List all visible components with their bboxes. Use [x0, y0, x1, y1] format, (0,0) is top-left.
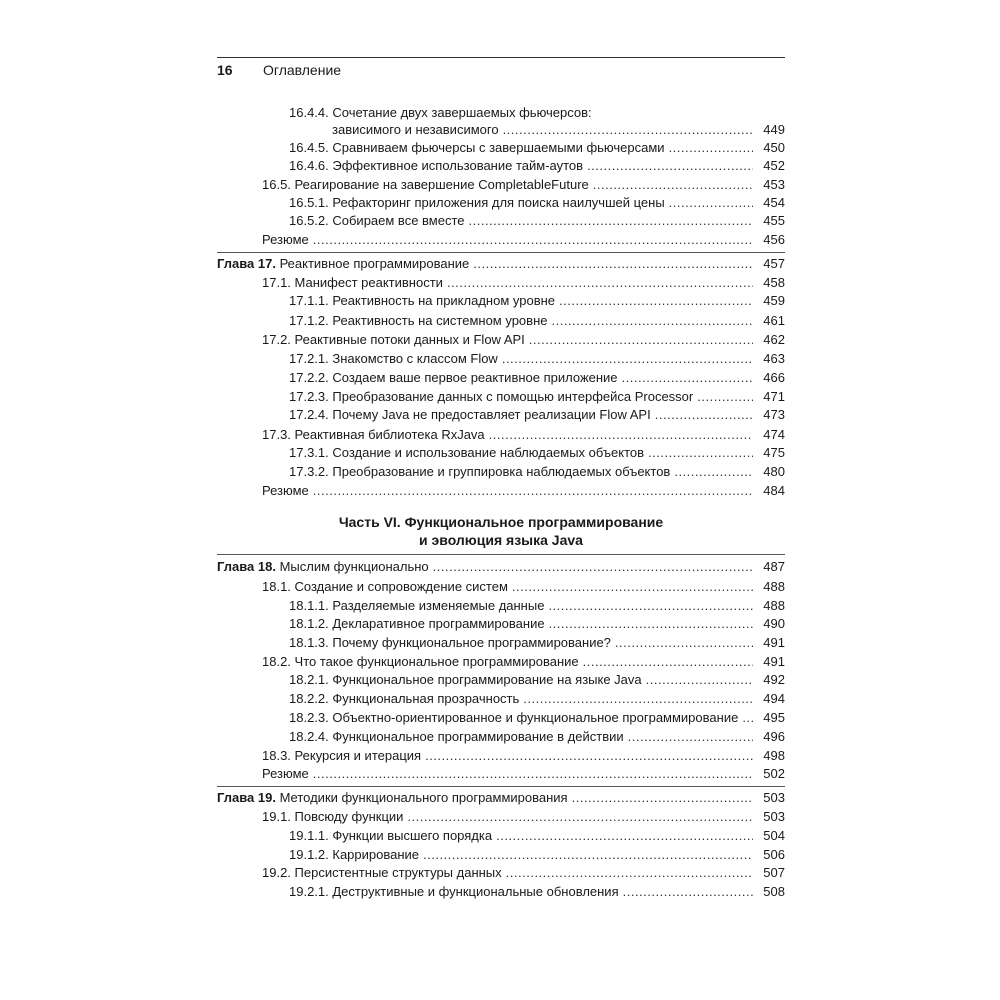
toc-page-number: 503 — [763, 809, 785, 824]
toc-entry[interactable] — [332, 121, 785, 139]
toc-page-number: 503 — [763, 790, 785, 805]
toc-entry-label: 17.2.3. Преобразование данных с помощью интерфейса Processor — [289, 389, 694, 404]
toc-page-number: 490 — [763, 616, 785, 631]
toc-entry[interactable] — [289, 388, 785, 406]
toc-chapter-17[interactable] — [217, 255, 785, 273]
toc-entry[interactable] — [289, 634, 785, 652]
leader-dots — [674, 463, 753, 481]
toc-page-number: 491 — [763, 654, 785, 669]
toc-entry-label: 18.3. Рекурсия и итерация — [262, 748, 422, 763]
toc-entry[interactable] — [289, 292, 785, 310]
toc-entry-label: 17.2. Реактивные потоки данных и Flow API — [262, 332, 525, 347]
toc-page-number: 506 — [763, 847, 785, 862]
toc-entry[interactable] — [289, 194, 785, 212]
toc-entry[interactable] — [262, 426, 785, 444]
toc-page-number: 449 — [763, 122, 785, 137]
toc-entry[interactable] — [262, 274, 785, 292]
toc-entry-label: 17.3.1. Создание и использование наблюдаемых объектов — [289, 445, 645, 460]
toc-entry-label: 18.1.1. Разделяемые изменяемые данные — [289, 598, 545, 613]
toc-page-number: 454 — [763, 195, 785, 210]
toc-entry[interactable] — [289, 615, 785, 633]
toc-entry-label: 18.2. Что такое функциональное программирование — [262, 654, 579, 669]
toc-entry-label: Резюме — [262, 232, 309, 247]
toc-entry-label: зависимого и независимого — [332, 122, 499, 137]
toc-entry[interactable] — [289, 312, 785, 330]
toc-entry-label: 17.3. Реактивная библиотека RxJava — [262, 427, 485, 442]
leader-dots — [433, 558, 753, 576]
toc-page-number: 484 — [763, 483, 785, 498]
divider — [217, 554, 785, 555]
leader-dots — [529, 331, 753, 349]
toc-entry-label: 18.2.2. Функциональная прозрачность — [289, 691, 520, 706]
leader-dots — [503, 121, 753, 139]
page-number: 16 — [217, 62, 233, 78]
toc-page-number: 498 — [763, 748, 785, 763]
toc-page-number: 502 — [763, 766, 785, 781]
toc-entry[interactable] — [289, 709, 785, 727]
leader-dots — [425, 747, 753, 765]
toc-entry[interactable] — [289, 846, 785, 864]
leader-dots — [473, 255, 753, 273]
toc-entry-label: 16.4.5. Сравниваем фьючерсы с завершаемыми фьючерсами — [289, 140, 665, 155]
leader-dots — [496, 827, 753, 845]
toc-entry-label: 18.2.4. Функциональное программирование в действии — [289, 729, 624, 744]
leader-dots — [742, 709, 753, 727]
leader-dots — [628, 728, 753, 746]
toc-page-number: 459 — [763, 293, 785, 308]
running-title: Оглавление — [263, 62, 342, 78]
toc-page-number: 495 — [763, 710, 785, 725]
leader-dots — [313, 231, 753, 249]
toc-entry[interactable] — [289, 463, 785, 481]
toc-entry[interactable] — [289, 597, 785, 615]
toc-page-number: 457 — [763, 256, 785, 271]
toc-entry[interactable] — [262, 765, 785, 783]
toc-entry-label: Резюме — [262, 483, 309, 498]
toc-entry-label: 18.1.3. Почему функциональное программирование? — [289, 635, 611, 650]
leader-dots — [655, 406, 753, 424]
toc-entry-label: 16.5. Реагирование на завершение CompletableFuture — [262, 177, 589, 192]
toc-entry[interactable] — [289, 671, 785, 689]
toc-entry[interactable] — [262, 578, 785, 596]
toc-entry-label: 18.1. Создание и сопровождение систем — [262, 579, 508, 594]
toc-page-number: 458 — [763, 275, 785, 290]
toc-entry[interactable] — [289, 157, 785, 175]
leader-dots — [407, 808, 753, 826]
toc-entry[interactable] — [289, 444, 785, 462]
toc-entry-label: 17.2.2. Создаем ваше первое реактивное приложение — [289, 370, 618, 385]
leader-dots — [423, 846, 753, 864]
toc-entry[interactable] — [289, 369, 785, 387]
toc-page-number: 496 — [763, 729, 785, 744]
leader-dots — [469, 212, 754, 230]
toc-page-number: 450 — [763, 140, 785, 155]
toc-page-number: 491 — [763, 635, 785, 650]
toc-entry-label: Глава 18. Мыслим функционально — [217, 559, 429, 574]
toc-page-number: 508 — [763, 884, 785, 899]
toc-entry-label: 16.5.2. Собираем все вместе — [289, 213, 465, 228]
leader-dots — [623, 883, 753, 901]
toc-entry-label: Глава 19. Методики функционального программирования — [217, 790, 568, 805]
toc-entry[interactable] — [262, 808, 785, 826]
toc-entry[interactable] — [262, 231, 785, 249]
toc-entry-label: 17.1.2. Реактивность на системном уровне — [289, 313, 548, 328]
toc-entry[interactable] — [289, 212, 785, 230]
toc-entry-label: 17.3.2. Преобразование и группировка наблюдаемых объектов — [289, 464, 671, 479]
toc-entry-label: Резюме — [262, 766, 309, 781]
leader-dots — [669, 194, 753, 212]
leader-dots — [559, 292, 753, 310]
toc-page-number: 504 — [763, 828, 785, 843]
leader-dots — [502, 350, 753, 368]
toc-page-number: 475 — [763, 445, 785, 460]
toc-page-number: 461 — [763, 313, 785, 328]
toc-entry[interactable] — [289, 883, 785, 901]
leader-dots — [447, 274, 753, 292]
leader-dots — [313, 765, 753, 783]
toc-page-number: 480 — [763, 464, 785, 479]
toc-entry[interactable] — [262, 176, 785, 194]
toc-page-number: 471 — [763, 389, 785, 404]
toc-page-number: 466 — [763, 370, 785, 385]
toc-entry-label: 19.1.1. Функции высшего порядка — [289, 828, 493, 843]
toc-page-number: 473 — [763, 407, 785, 422]
toc-entry-label: 17.2.1. Знакомство с классом Flow — [289, 351, 498, 366]
toc-page-number: 455 — [763, 213, 785, 228]
leader-dots — [548, 597, 753, 615]
toc-entry[interactable] — [289, 728, 785, 746]
leader-dots — [489, 426, 753, 444]
toc-entry[interactable] — [289, 406, 785, 424]
leader-dots — [512, 578, 753, 596]
toc-entry[interactable] — [262, 331, 785, 349]
toc-page-number: 494 — [763, 691, 785, 706]
leader-dots — [615, 634, 753, 652]
leader-dots — [523, 690, 753, 708]
toc-page-number: 487 — [763, 559, 785, 574]
toc-entry[interactable] — [289, 690, 785, 708]
toc-entry-label: 16.4.6. Эффективное использование тайм-аутов — [289, 158, 584, 173]
leader-dots — [583, 653, 753, 671]
toc-entry-label: 18.1.2. Декларативное программирование — [289, 616, 545, 631]
toc-entry-label: Глава 17. Реактивное программирование — [217, 256, 470, 271]
toc-page-number: 452 — [763, 158, 785, 173]
toc-entry-label: 19.2.1. Деструктивные и функциональные обновления — [289, 884, 619, 899]
leader-dots — [572, 789, 753, 807]
toc-entry-label: 19.1.2. Каррирование — [289, 847, 420, 862]
leader-dots — [551, 312, 753, 330]
toc-entry-label: 18.2.3. Объектно-ориентированное и функциональное программирование — [289, 710, 739, 725]
divider — [217, 786, 785, 787]
toc-entry[interactable] — [289, 139, 785, 157]
divider — [217, 252, 785, 253]
toc-page-number: 463 — [763, 351, 785, 366]
part-heading: Часть VI. Функциональное программирование — [338, 514, 664, 530]
toc-entry[interactable] — [262, 864, 785, 882]
leader-dots — [646, 671, 753, 689]
toc-entry-label: 16.4.4. Сочетание двух завершаемых фьючерсов: — [289, 105, 592, 120]
toc-page-number: 488 — [763, 598, 785, 613]
toc-entry-label: 17.2.4. Почему Java не предоставляет реализации Flow API — [289, 407, 651, 422]
toc-entry-label: 18.2.1. Функциональное программирование на языке Java — [289, 672, 642, 687]
leader-dots — [313, 482, 753, 500]
toc-page-number: 462 — [763, 332, 785, 347]
leader-dots — [622, 369, 753, 387]
toc-page-number: 492 — [763, 672, 785, 687]
toc-entry-label: 17.1. Манифест реактивности — [262, 275, 443, 290]
toc-chapter-18[interactable] — [217, 558, 785, 576]
toc-entry[interactable] — [262, 653, 785, 671]
leader-dots — [593, 176, 753, 194]
leader-dots — [697, 388, 753, 406]
toc-entry-label: 16.5.1. Рефакторинг приложения для поиска наилучшей цены — [289, 195, 665, 210]
toc-entry[interactable] — [289, 827, 785, 845]
leader-dots — [506, 864, 753, 882]
part-heading-line-2: и эволюция языка Java — [419, 532, 583, 548]
toc-entry-label: 19.2. Персистентные структуры данных — [262, 865, 502, 880]
leader-dots — [669, 139, 753, 157]
toc-entry[interactable] — [289, 350, 785, 368]
toc-page-number: 488 — [763, 579, 785, 594]
toc-entry[interactable] — [262, 482, 785, 500]
toc-page-number: 474 — [763, 427, 785, 442]
toc-entry[interactable] — [262, 747, 785, 765]
toc-chapter-19[interactable] — [217, 789, 785, 807]
leader-dots — [587, 157, 753, 175]
toc-entry-label: 19.1. Повсюду функции — [262, 809, 404, 824]
leader-dots — [549, 615, 753, 633]
toc-page-number: 453 — [763, 177, 785, 192]
toc-page-number: 456 — [763, 232, 785, 247]
toc-entry-label: 17.1.1. Реактивность на прикладном уровне — [289, 293, 556, 308]
leader-dots — [648, 444, 753, 462]
toc-page-number: 507 — [763, 865, 785, 880]
